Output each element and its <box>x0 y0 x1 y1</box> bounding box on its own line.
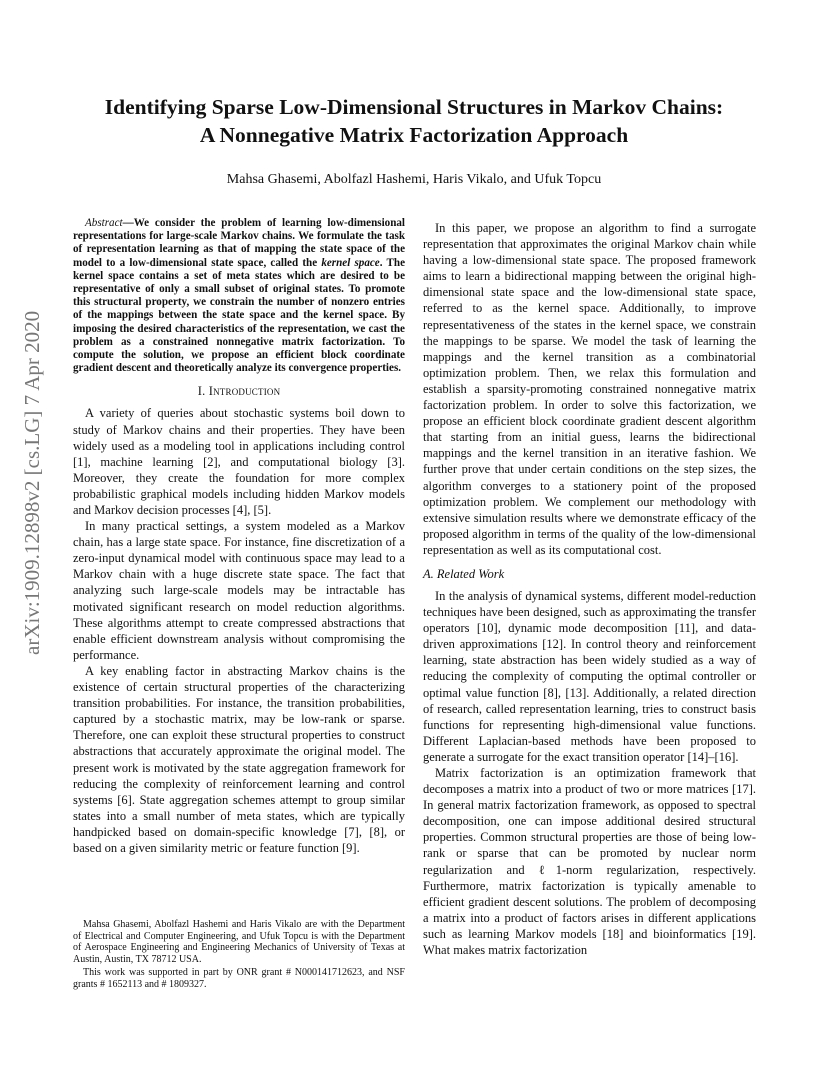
subsection-label: A. <box>423 566 434 581</box>
section-title: Introduction <box>208 384 281 399</box>
title-line-2: A Nonnegative Matrix Factorization Approach <box>199 122 629 147</box>
abstract-text-2: . The kernel space contains a set of meta states which are desired to be representative of only a small subset of original states. To promote this structural property, we constrain the number of nonzero entries of the mappings between the state space and the kernel space. By imposing the desired characteristics of the representation, we cast the problem as a constrained nonnegative matrix factorization. To compute the solution, we propose an efficient block coordinate gradient descent and theoretically analyze its convergence properties. <box>73 256 405 375</box>
paragraph: In this paper, we propose an algorithm to find a surrogate representation that approximates the original Markov chain while having a low-dimensional state space. The proposed framework aims to learn a bidirectional mapping between the original high-dimensional state space and the low-dimensional state space, referred to as the kernel space. Additionally, to improve representativeness of the states in the kernel space, we constrain the mappings to be sparse. We model the task of learning the mappings and the kernel transition as a combinatorial optimization problem. Then, we relax this formulation and establish a sparsity-promoting constrained nonnegative matrix factorization problem. In order to solve this factorization, we propose an efficient block coordinate gradient descent algorithm that starting from an initial guess, learns the bidirectional mappings and the kernel transition in an iterative fashion. We further prove that under certain conditions on the step sizes, the algorithm converges to a stationery point of the proposed optimization problem. We complement our methodology with extensive simulation results where we demonstrate efficacy of the proposed algorithm in terms of the quality of the low-dimensional representation as well as its computational cost. <box>423 221 756 557</box>
title-line-1: Identifying Sparse Low-Dimensional Structures in Markov Chains: <box>104 95 724 119</box>
paragraph: In many practical settings, a system modeled as a Markov chain, has a large state space. For instance, fine discretization of a zero-input dynamical model with continuous space may lead to a Markov chain with a huge discrete state space. The fact that analyzing such large-scale models may be intractable has motivated significant research on model reduction algorithms. These algorithms attempt to create compressed abstractions that enable efficient downstream analysis without compromising the performance. <box>73 519 405 662</box>
left-column <box>73 217 405 856</box>
abstract-term: kernel space <box>321 256 380 269</box>
author-list: Mahsa Ghasemi, Abolfazl Hashemi, Haris Vikalo, and Ufuk Topcu <box>226 172 602 187</box>
subsection-title: Related Work <box>436 566 505 581</box>
footnotes <box>73 919 405 990</box>
paper-title <box>80 94 748 150</box>
paragraph: A key enabling factor in abstracting Markov chains is the existence of certain structural properties of the characterizing transition probabilities. For instance, the transition probabilities, captured by a stochastic matrix, may be low-rank or sparse. Therefore, one can exploit these structural properties to construct abstractions that accurately approximate the original model. The present work is motivated by the state aggregation framework for reducing the complexity of reinforcement learning and control systems [6]. State aggregation schemes attempt to group similar states into a small number of meta states, which are typically handpicked based on domain-specific knowledge [7], [8], or based on a given similarity metric or feature function [9]. <box>73 663 405 855</box>
right-column <box>423 220 756 958</box>
footnote-funding: This work was supported in part by ONR grant # N000141712623, and NSF grants # 1652113 and # 1809327. <box>73 967 405 990</box>
paragraph: In the analysis of dynamical systems, different model-reduction techniques have been designed, such as approximating the transfer operators [10], dynamic mode decomposition [11], and data-driven approximations [12]. In control theory and reinforcement learning, state abstraction has been widely studied as a way of reducing the complexity of computing the optimal controller or optimal value function [8], [13]. Additionally, a related direction of research, called representation learning, tries to construct basis functions for representing high-dimensional value functions. Different Laplacian-based methods have been proposed to generate a surrogate for the exact transition operator [14]–[16]. <box>423 588 756 764</box>
abstract-label: Abstract <box>85 217 123 229</box>
section-number: I. <box>197 384 206 399</box>
subsection-heading-related-work <box>423 567 756 582</box>
abstract-dash: — <box>122 217 134 229</box>
section-heading-introduction <box>73 384 405 399</box>
footnote-affiliations: Mahsa Ghasemi, Abolfazl Hashemi and Haris Vikalo are with the Department of Electrical and Computer Engineering, and Ufuk Topcu is with the Department of Aerospace Engineering and Engineering Mechanics of University of Texas at Austin, Austin, TX 78712 USA. <box>73 919 405 965</box>
abstract <box>73 217 405 375</box>
paragraph: A variety of queries about stochastic systems boil down to study of Markov chains and their properties. They have been widely used as a modeling tool in applications including control [1], machine learning [2], and computational biology [3]. Moreover, they create the foundation for more complex probabilistic graphical models including hidden Markov models and Markov decision processes [4], [5]. <box>73 406 405 517</box>
paragraph: Matrix factorization is an optimization framework that decomposes a matrix into a product of two or more matrices [17]. In general matrix factorization framework, as opposed to spectral decomposition, one can impose additional desired structural properties. Common structural properties are those of being low-rank or sparse that can be promoted by nuclear norm regularization and ℓ1-norm regularization, respectively. Furthermore, matrix factorization is typically amenable to efficient gradient descent solutions. The problem of decomposing a matrix into a product of factors arises in different applications such as learning Markov models [18] and bioinformatics [19]. What makes matrix factorization <box>423 766 756 958</box>
abstract-text-1: We consider the problem of learning low-dimensional representations for large-scale Markov chains. We formulate the task of representation learning as that of mapping the state space of the model to a low-dimensional state space, called the <box>73 217 405 269</box>
arxiv-identifier: arXiv:1909.12898v2 [cs.LG] 7 Apr 2020 <box>20 310 44 656</box>
